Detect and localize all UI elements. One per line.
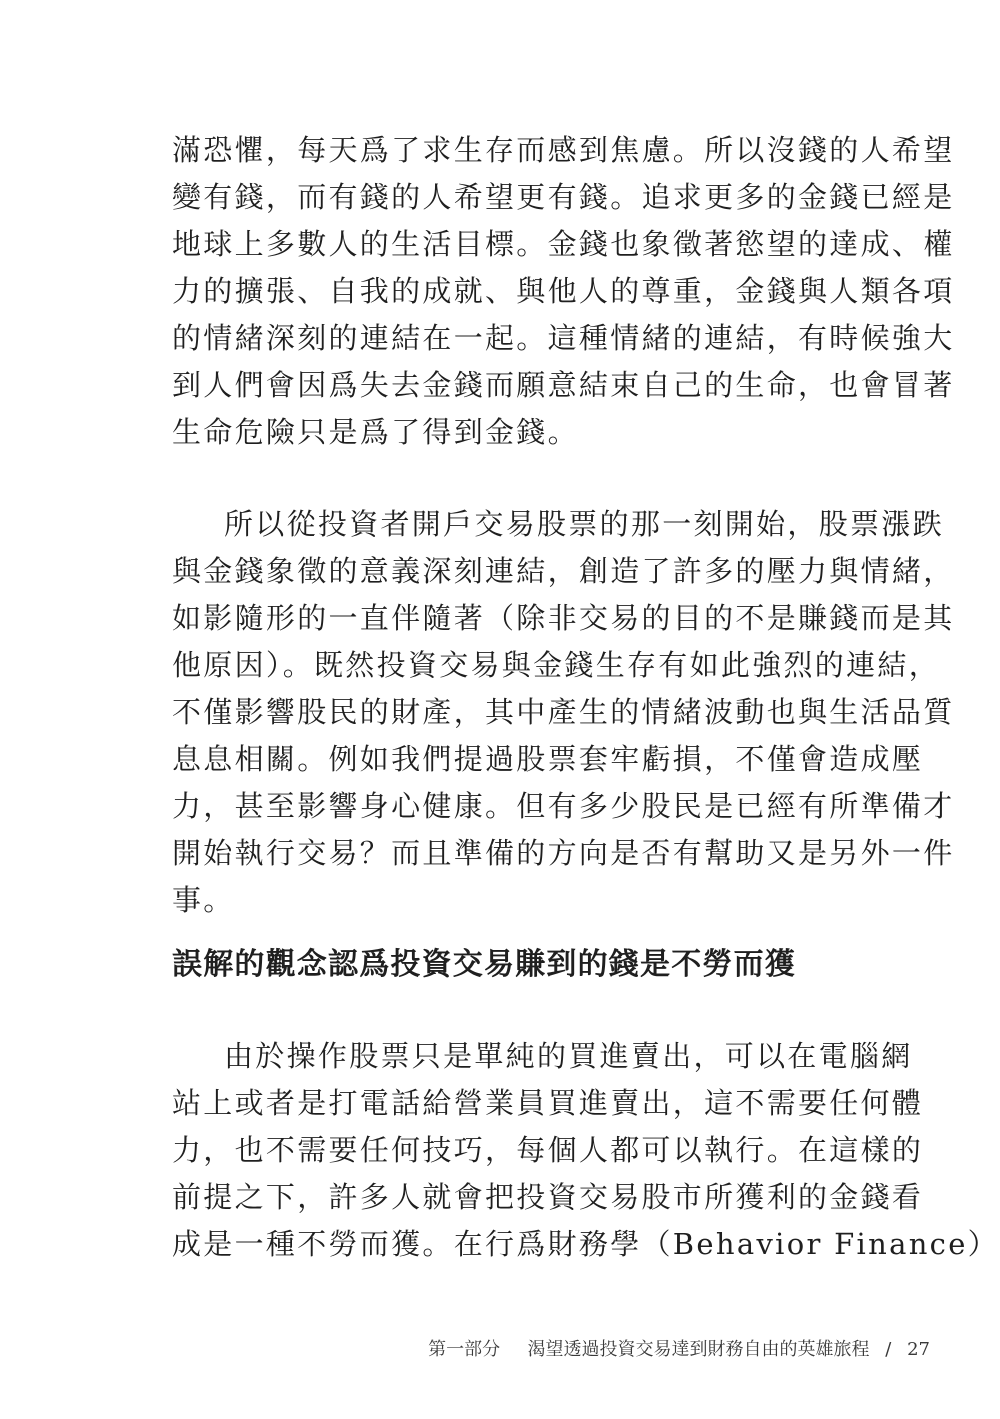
footer-part-label: 第一部分 — [428, 1339, 501, 1360]
body-line: 力，也不需要任何技巧，每個人都可以執行。在這樣的 — [172, 1133, 924, 1167]
body-line: 事。 — [172, 883, 235, 917]
body-line: 地球上多數人的生活目標。金錢也象徵著慾望的達成、權 — [172, 227, 955, 261]
body-line: 如影隨形的一直伴隨著（除非交易的目的不是賺錢而是其 — [172, 601, 955, 635]
body-line: 所以從投資者開戶交易股票的那一刻開始，股票漲跌 — [224, 507, 944, 541]
body-line: 力，甚至影響身心健康。但有多少股民是已經有所準備才 — [172, 789, 955, 823]
body-line: 與金錢象徵的意義深刻連結，創造了許多的壓力與情緒， — [172, 554, 955, 588]
body-line: 開始執行交易？而且準備的方向是否有幫助又是另外一件 — [172, 836, 955, 870]
body-line: 變有錢，而有錢的人希望更有錢。追求更多的金錢已經是 — [172, 180, 955, 214]
page-number: 27 — [907, 1339, 930, 1360]
body-line: 息息相關。例如我們提過股票套牢虧損，不僅會造成壓 — [172, 742, 924, 776]
body-line: 滿恐懼，每天爲了求生存而感到焦慮。所以沒錢的人希望 — [172, 133, 955, 167]
body-line: 到人們會因爲失去金錢而願意結束自己的生命，也會冒著 — [172, 368, 955, 402]
body-line: 力的擴張、自我的成就、與他人的尊重，金錢與人類各項 — [172, 274, 955, 308]
running-footer — [428, 1338, 930, 1362]
section-heading: 誤解的觀念認爲投資交易賺到的錢是不勞而獲 — [172, 947, 796, 982]
body-line: 由於操作股票只是單純的買進賣出，可以在電腦網 — [224, 1039, 913, 1073]
body-line: 生命危險只是爲了得到金錢。 — [172, 415, 579, 449]
body-line: 的情緒深刻的連結在一起。這種情緒的連結，有時候強大 — [172, 321, 955, 355]
footer-separator: / — [885, 1339, 892, 1360]
body-line: 他原因）。既然投資交易與金錢生存有如此強烈的連結， — [172, 648, 941, 682]
body-line: 不僅影響股民的財產，其中產生的情緒波動也與生活品質 — [172, 695, 955, 729]
body-line: 成是一種不勞而獲。在行爲財務學（Behavior Finance） — [172, 1227, 999, 1261]
body-line: 站上或者是打電話給營業員買進賣出，這不需要任何體 — [172, 1086, 924, 1120]
body-line: 前提之下，許多人就會把投資交易股市所獲利的金錢看 — [172, 1180, 924, 1214]
footer-chapter-title: 渴望透過投資交易達到財務自由的英雄旅程 — [527, 1339, 870, 1360]
